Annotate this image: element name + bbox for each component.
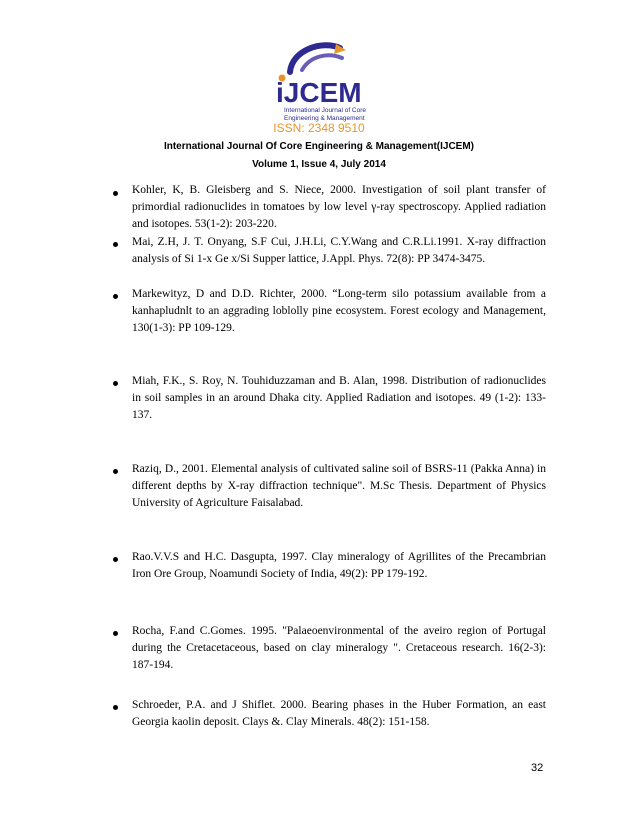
reference-item: Schroeder, P.A. and J Shiflet. 2000. Bearing phases in the Huber Formation, an east Georgia kaolin deposit. Clays &. Clay Minerals. 48(2): 151-158. <box>132 699 546 728</box>
bullet-icon <box>113 294 118 299</box>
reference-item: Rocha, F.and C.Gomes. 1995. "Palaeoenvironmental of the aveiro region of Portugal during the Cretacetaceous, based on clay mineralogy ". Cretaceous research. 16(2-3): 187-194. <box>132 625 546 671</box>
logo-subtitle-line1: International Journal of Core <box>284 107 367 114</box>
bullet-icon <box>113 381 118 386</box>
bullet-icon <box>113 557 118 562</box>
reference-item: Rao.V.V.S and H.C. Dasgupta, 1997. Clay mineralogy of Agrillites of the Precambrian Iron Ore Group, Noamundi Society of India, 49(2): PP 179-192. <box>132 551 546 580</box>
journal-title: International Journal Of Core Engineering & Management(IJCEM) <box>163 141 475 152</box>
bullet-icon <box>113 191 118 196</box>
reference-item: Miah, F.K., S. Roy, N. Touhiduzzaman and B. Alan, 1998. Distribution of radionuclides in soil samples in an around Dhaka city. Applied Radiation and isotopes. 49 (1-2): 133-137. <box>132 375 546 421</box>
issn-number: ISSN: 2348 9510 <box>273 121 365 135</box>
bullet-icon <box>113 631 118 636</box>
reference-item: Markewityz, D and D.D. Richter, 2000. “Long-term silo potassium available from a kanhapludnlt to an aggrading loblolly pine ecosystem. Forest ecology and Management, 130(1-3): PP 109-129. <box>132 288 546 334</box>
bullet-icon <box>113 705 118 710</box>
bullet-icon <box>113 242 118 247</box>
logo-wordmark: iJCEM <box>276 77 362 108</box>
reference-item: Mai, Z.H, J. T. Onyang, S.F Cui, J.H.Li, C.Y.Wang and C.R.Li.1991. X-ray diffraction analysis of Si 1-x Ge x/Si Supper lattice, J.Appl. Phys. 72(8): PP 3474-3475. <box>132 236 546 265</box>
page-number: 32 <box>531 762 544 774</box>
reference-item: Raziq, D., 2001. Elemental analysis of cultivated saline soil of BSRS-11 (Pakka Anna) in different depths by X-ray diffraction technique". M.Sc Thesis. Department of Physics University of Agriculture Faisalabad. <box>132 463 546 509</box>
bullet-icon <box>113 469 118 474</box>
reference-item: Kohler, K, B. Gleisberg and S. Niece, 2000. Investigation of soil plant transfer of primordial radionuclides in tomatoes by low level γ-ray spectroscopy. Applied radiation and isotopes. 53(1-2): 203-220. <box>132 184 546 230</box>
volume-issue: Volume 1, Issue 4, July 2014 <box>252 159 386 170</box>
logo-subtitle-line2: Engineering & Management <box>284 115 365 122</box>
